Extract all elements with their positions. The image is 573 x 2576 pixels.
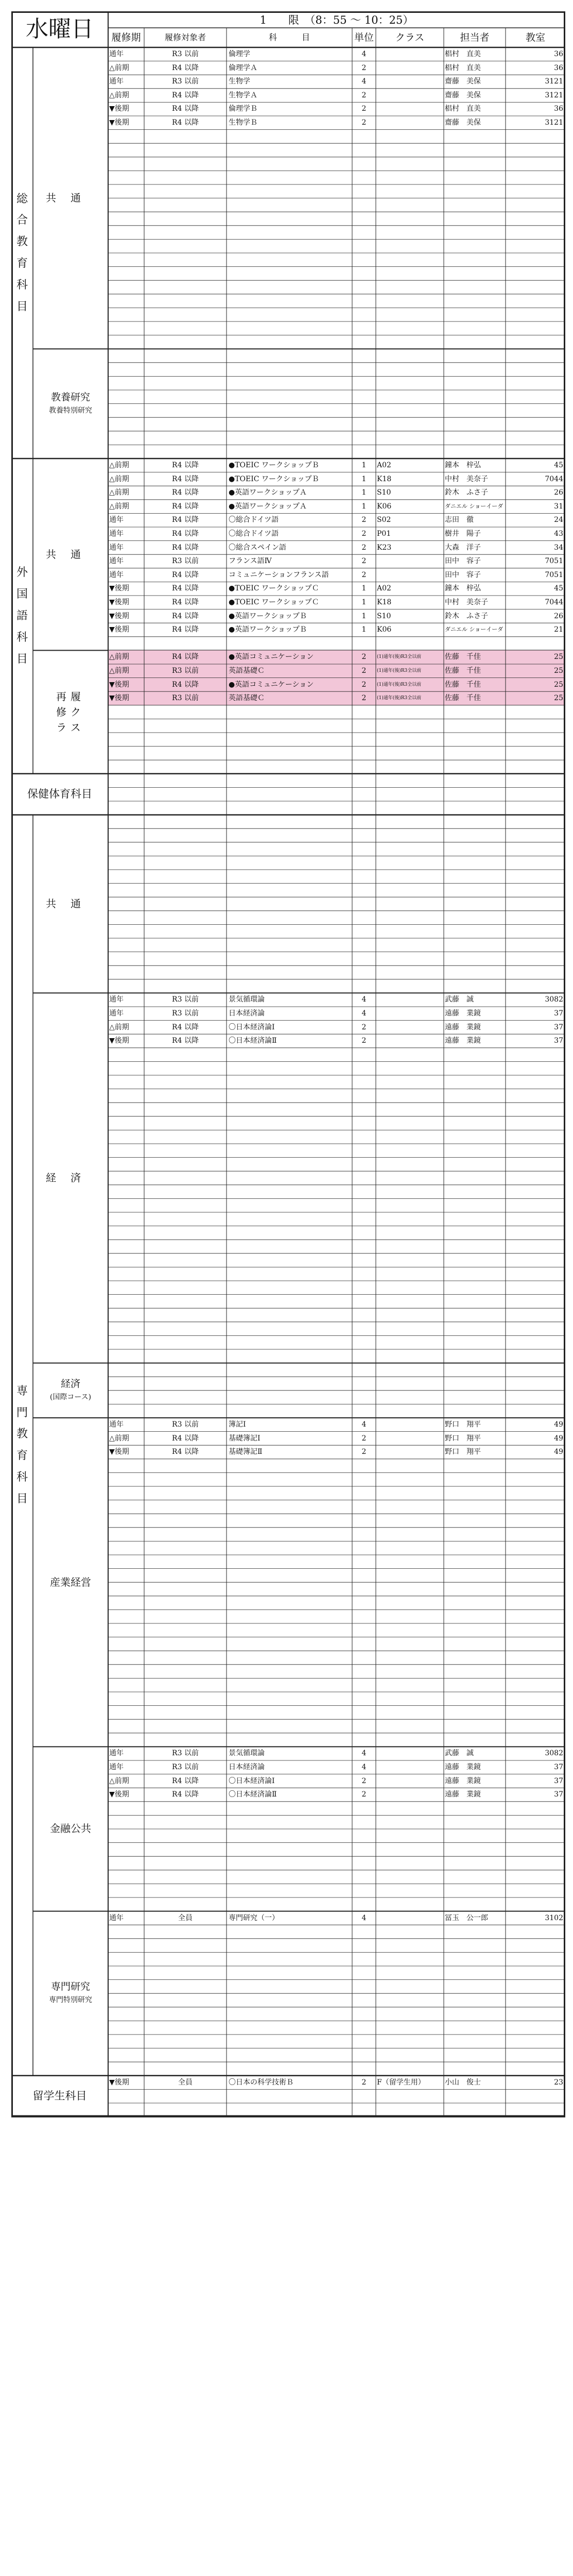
course-term: ▼後期 xyxy=(109,680,129,689)
course-credits: 1 xyxy=(361,502,367,511)
period-title: 1 限 （8：55 ～ 10：25） xyxy=(259,14,414,26)
course-room: 25 xyxy=(554,653,563,662)
course-class: (1)通年(後)R3全以前 xyxy=(377,654,422,660)
course-target: R3 以前 xyxy=(172,557,199,566)
course-teacher: 遠藤 業鏡 xyxy=(445,1037,481,1045)
course-credits: 2 xyxy=(361,91,367,99)
course-room: 23 xyxy=(554,2078,563,2087)
course-teacher: 鐘本 梓弘 xyxy=(445,461,481,469)
course-class: (1)通年(後)R3全以前 xyxy=(377,696,422,701)
course-teacher: ダニエル ショーイーダ xyxy=(445,626,503,633)
course-teacher: 野口 翔平 xyxy=(445,1420,481,1429)
course-class: A02 xyxy=(377,584,391,593)
course-subject: ●TOEIC ワークショップＢ xyxy=(229,461,319,469)
course-subject: ●英語ワークショップＢ xyxy=(229,625,307,634)
course-subject: ●英語ワークショップＢ xyxy=(229,612,307,620)
course-term: ▼後期 xyxy=(109,598,129,606)
column-header-5: 担当者 xyxy=(460,32,490,43)
course-term: △前期 xyxy=(109,667,129,675)
course-credits: 4 xyxy=(361,77,367,86)
course-target: R3 以前 xyxy=(172,77,199,86)
subcategory-label: 専門研究 xyxy=(50,1981,90,1993)
course-term: ▼後期 xyxy=(109,2078,129,2087)
course-class xyxy=(377,1034,443,1048)
course-class xyxy=(377,116,443,130)
course-term: △前期 xyxy=(109,1023,129,1031)
course-teacher: 武藤 誠 xyxy=(445,1749,474,1758)
course-room: 37 xyxy=(554,1776,563,1785)
day-title: 水曜日 xyxy=(26,16,94,42)
course-target: R4 以降 xyxy=(172,530,199,538)
course-subject: 倫理学Ａ xyxy=(229,63,257,72)
course-teacher: 椙村 直美 xyxy=(445,105,481,113)
course-subject: ●TOEIC ワークショップＢ xyxy=(229,474,319,483)
course-term: 通年 xyxy=(109,1913,124,1922)
course-credits: 2 xyxy=(361,2078,367,2087)
course-teacher: 田中 容子 xyxy=(445,557,481,566)
course-room: 49 xyxy=(554,1434,563,1443)
course-term: 通年 xyxy=(109,530,124,538)
course-credits: 4 xyxy=(361,995,367,1004)
course-class: S10 xyxy=(377,612,391,620)
course-class xyxy=(377,1760,443,1774)
course-subject: 景気循環論 xyxy=(229,1749,265,1758)
subcategory-label: 再履修クラス xyxy=(56,690,85,734)
course-room: 7044 xyxy=(545,598,563,606)
course-subject: ●英語コミュニケーション xyxy=(229,653,314,662)
course-subject: 〇日本経済論Ⅱ xyxy=(229,1790,277,1799)
course-subject: ●英語コミュニケーション xyxy=(229,680,314,689)
course-subject: 〇総合ドイツ語 xyxy=(229,516,279,524)
course-room: 36 xyxy=(554,105,563,113)
course-term: ▼後期 xyxy=(109,612,129,620)
course-room: 49 xyxy=(554,1420,563,1429)
course-class xyxy=(377,1445,443,1459)
course-room: 36 xyxy=(554,63,563,72)
course-credits: 1 xyxy=(361,584,367,593)
course-credits: 2 xyxy=(361,1023,367,1031)
course-teacher: 椙村 直美 xyxy=(445,63,481,72)
course-room: 7051 xyxy=(545,570,563,579)
course-credits: 2 xyxy=(361,570,367,579)
course-subject: 基礎簿記Ⅰ xyxy=(229,1434,261,1443)
course-credits: 2 xyxy=(361,1790,367,1799)
course-term: △前期 xyxy=(109,653,129,662)
course-target: R4 以降 xyxy=(172,570,199,579)
course-class xyxy=(377,1007,443,1021)
course-target: R3 以前 xyxy=(172,1420,199,1429)
course-subject: 日本経済論 xyxy=(229,1763,265,1771)
course-credits: 2 xyxy=(361,1037,367,1045)
course-term: ▼後期 xyxy=(109,1037,129,1045)
course-room: 49 xyxy=(554,1448,563,1456)
course-target: R4 以降 xyxy=(172,598,199,606)
course-term: 通年 xyxy=(109,557,124,566)
course-room: 25 xyxy=(554,680,563,689)
course-target: R4 以降 xyxy=(172,1023,199,1031)
course-term: 通年 xyxy=(109,570,124,579)
course-room: 37 xyxy=(554,1037,563,1045)
course-teacher: 佐藤 千佳 xyxy=(445,667,481,675)
course-target: R4 以降 xyxy=(172,105,199,113)
course-subject: 簿記Ⅰ xyxy=(229,1420,246,1429)
course-credits: 2 xyxy=(361,653,367,662)
course-room: 7044 xyxy=(545,474,563,483)
course-term: △前期 xyxy=(109,488,129,497)
course-teacher: 小山 俊士 xyxy=(445,2078,481,2087)
course-teacher: 中村 美奈子 xyxy=(445,598,488,606)
course-target: R4 以降 xyxy=(172,1037,199,1045)
course-term: 通年 xyxy=(109,1009,124,1018)
course-term: 通年 xyxy=(109,1749,124,1758)
course-room: 37 xyxy=(554,1023,563,1031)
category-label: 総合教育科目 xyxy=(16,192,28,313)
course-subject: 英語基礎Ｃ xyxy=(229,667,265,675)
course-credits: 4 xyxy=(361,1420,367,1429)
course-subject: フランス語Ⅳ xyxy=(229,557,272,566)
category-label: 専門教育科目 xyxy=(16,1384,28,1505)
course-credits: 2 xyxy=(361,1776,367,1785)
course-class: K18 xyxy=(377,598,392,606)
course-room: 24 xyxy=(554,516,563,524)
course-term: ▼後期 xyxy=(109,584,129,593)
course-teacher: 武藤 誠 xyxy=(445,995,474,1004)
course-room: 37 xyxy=(554,1009,563,1018)
course-target: R4 以降 xyxy=(172,91,199,99)
course-credits: 2 xyxy=(361,543,367,552)
course-class: P01 xyxy=(377,530,391,538)
course-term: ▼後期 xyxy=(109,118,129,127)
course-class: F（留学生用） xyxy=(377,2078,425,2087)
course-subject: 生物学Ｂ xyxy=(229,118,257,127)
course-target: R4 以降 xyxy=(172,516,199,524)
course-room: 7051 xyxy=(545,557,563,566)
course-room: 21 xyxy=(554,625,563,634)
course-subject: ●TOEIC ワークショップＣ xyxy=(229,584,319,593)
subcategory-label: 産業経営 xyxy=(50,1576,91,1588)
course-term: ▼後期 xyxy=(109,625,129,634)
course-target: R4 以降 xyxy=(172,1776,199,1785)
course-class: K06 xyxy=(377,625,392,634)
course-class xyxy=(377,1432,443,1446)
course-term: △前期 xyxy=(109,474,129,483)
course-teacher: 佐藤 千佳 xyxy=(445,694,481,703)
course-target: R4 以降 xyxy=(172,488,199,497)
course-target: 全員 xyxy=(178,2078,193,2087)
course-term: △前期 xyxy=(109,1776,129,1785)
course-subject: 〇日本経済論Ⅱ xyxy=(229,1037,277,1045)
course-room: 3102 xyxy=(545,1913,563,1922)
course-credits: 4 xyxy=(361,1749,367,1758)
course-room: 3121 xyxy=(545,91,563,99)
course-term: 通年 xyxy=(109,50,124,58)
subcategory-label: 経済 xyxy=(60,1378,80,1389)
course-room: 45 xyxy=(554,461,563,469)
course-target: R4 以降 xyxy=(172,461,199,469)
course-term: 通年 xyxy=(109,1420,124,1429)
course-class xyxy=(377,993,443,1007)
course-room: 45 xyxy=(554,584,563,593)
course-credits: 2 xyxy=(361,530,367,538)
course-target: R3 以前 xyxy=(172,667,199,675)
course-class xyxy=(377,1418,443,1432)
course-teacher: 遠藤 業鏡 xyxy=(445,1763,481,1771)
course-class xyxy=(377,61,443,75)
course-target: R3 以前 xyxy=(172,995,199,1004)
course-teacher: 大森 洋子 xyxy=(445,543,481,552)
course-class xyxy=(377,75,443,89)
column-header-1: 履修対象者 xyxy=(164,32,206,42)
course-target: R4 以降 xyxy=(172,680,199,689)
course-class xyxy=(377,568,443,582)
course-target: R4 以降 xyxy=(172,63,199,72)
course-subject: 倫理学 xyxy=(229,50,250,58)
course-credits: 2 xyxy=(361,63,367,72)
course-teacher: 遠藤 業鏡 xyxy=(445,1009,481,1018)
subcategory-label: 教養研究 xyxy=(50,391,90,403)
course-credits: 4 xyxy=(361,1913,367,1922)
course-term: 通年 xyxy=(109,1763,124,1771)
course-target: R4 以降 xyxy=(172,653,199,662)
column-header-2: 科 目 xyxy=(268,32,310,42)
column-header-3: 単位 xyxy=(354,32,374,43)
course-target: R4 以降 xyxy=(172,118,199,127)
course-room: 3121 xyxy=(545,118,563,127)
course-target: R3 以前 xyxy=(172,1009,199,1018)
course-credits: 2 xyxy=(361,680,367,689)
course-subject: 〇日本経済論Ⅰ xyxy=(229,1023,275,1031)
course-credits: 1 xyxy=(361,461,367,469)
course-subject: 生物学 xyxy=(229,77,250,86)
course-credits: 2 xyxy=(361,694,367,703)
subcategory-label: 経済 xyxy=(46,1172,95,1184)
course-teacher: 野口 翔平 xyxy=(445,1448,481,1456)
course-credits: 1 xyxy=(361,598,367,606)
course-target: R4 以降 xyxy=(172,612,199,620)
course-room: 31 xyxy=(554,502,563,511)
course-target: R4 以降 xyxy=(172,502,199,511)
course-room: 26 xyxy=(554,612,563,620)
course-credits: 2 xyxy=(361,516,367,524)
course-term: 通年 xyxy=(109,543,124,552)
course-teacher: 野口 翔平 xyxy=(445,1434,481,1443)
course-term: 通年 xyxy=(109,995,124,1004)
course-class: A02 xyxy=(377,461,391,469)
course-class: S02 xyxy=(377,516,391,524)
course-target: R4 以降 xyxy=(172,625,199,634)
course-class xyxy=(377,1747,443,1760)
course-room: 25 xyxy=(554,667,563,675)
course-term: ▼後期 xyxy=(109,1448,129,1456)
course-subject: ●英語ワークショップＡ xyxy=(229,488,307,497)
column-header-6: 教室 xyxy=(525,32,545,43)
course-room: 36 xyxy=(554,50,563,58)
course-credits: 2 xyxy=(361,1448,367,1456)
course-teacher: 遠藤 業鏡 xyxy=(445,1023,481,1031)
course-subject: 〇日本の科学技術Ｂ xyxy=(229,2078,293,2087)
course-teacher: 中村 美奈子 xyxy=(445,474,488,483)
course-teacher: 齋藤 美保 xyxy=(445,77,481,86)
course-term: △前期 xyxy=(109,91,129,99)
course-room: 43 xyxy=(554,530,563,538)
course-credits: 4 xyxy=(361,1763,367,1771)
course-target: R4 以降 xyxy=(172,1434,199,1443)
course-room: 3082 xyxy=(545,1749,563,1758)
course-term: △前期 xyxy=(109,461,129,469)
course-target: R4 以降 xyxy=(172,474,199,483)
course-class xyxy=(377,47,443,61)
course-teacher: 鈴木 ふさ子 xyxy=(445,488,488,497)
category-label: 留学生科目 xyxy=(32,2089,87,2102)
course-credits: 1 xyxy=(361,612,367,620)
course-class xyxy=(377,102,443,116)
course-target: R4 以降 xyxy=(172,543,199,552)
category-label: 外国語科目 xyxy=(16,566,28,666)
category-label: 保健体育科目 xyxy=(27,787,92,800)
course-teacher: 齋藤 美保 xyxy=(445,91,481,99)
course-teacher: 遠藤 業鏡 xyxy=(445,1776,481,1785)
course-class xyxy=(377,1774,443,1788)
course-teacher: ダニエル ショーイーダ xyxy=(445,502,503,510)
course-target: 全員 xyxy=(178,1913,193,1922)
course-subject: ●TOEIC ワークショップＣ xyxy=(229,598,319,606)
course-target: R3 以前 xyxy=(172,1749,199,1758)
course-term: △前期 xyxy=(109,63,129,72)
course-teacher: 志田 徹 xyxy=(445,516,474,524)
subcategory-label: 共通 xyxy=(46,548,95,561)
course-subject: 〇総合スペイン語 xyxy=(229,543,286,552)
course-term: 通年 xyxy=(109,516,124,524)
course-class: K18 xyxy=(377,474,392,483)
course-teacher: 佐藤 千佳 xyxy=(445,680,481,689)
course-subject: コミュニケーションフランス語 xyxy=(229,570,329,579)
subcategory-label: 共通 xyxy=(46,897,95,910)
subcategory-sublabel: (国際コース) xyxy=(49,1393,92,1401)
course-subject: 景気循環論 xyxy=(229,995,265,1004)
course-teacher: 佐藤 千佳 xyxy=(445,653,481,662)
course-class xyxy=(377,1911,443,1925)
course-term: ▼後期 xyxy=(109,105,129,113)
course-class: (1)通年(後)R3全以前 xyxy=(377,682,422,687)
course-subject: 英語基礎Ｃ xyxy=(229,694,265,703)
subcategory-label: 共通 xyxy=(46,192,95,204)
course-room: 37 xyxy=(554,1763,563,1771)
course-teacher: 鈴木 ふさ子 xyxy=(445,612,488,620)
course-credits: 2 xyxy=(361,105,367,113)
course-term: △前期 xyxy=(109,1434,129,1443)
course-class: K06 xyxy=(377,502,392,511)
course-credits: 1 xyxy=(361,474,367,483)
course-target: R3 以前 xyxy=(172,50,199,58)
course-target: R3 以前 xyxy=(172,1763,199,1771)
course-class xyxy=(377,89,443,103)
course-subject: 基礎簿記Ⅱ xyxy=(229,1448,263,1456)
timetable-sheet xyxy=(11,11,565,2576)
course-subject: 倫理学Ｂ xyxy=(229,105,257,113)
course-target: R4 以降 xyxy=(172,584,199,593)
course-teacher: 樹井 陽子 xyxy=(445,530,481,538)
course-class: (1)通年(後)R3全以前 xyxy=(377,668,422,673)
subcategory-sublabel: 教養特別研究 xyxy=(49,406,92,415)
course-class: S10 xyxy=(377,488,391,497)
course-room: 34 xyxy=(554,543,563,552)
course-term: ▼後期 xyxy=(109,694,129,703)
course-term: 通年 xyxy=(109,77,124,86)
course-target: R4 以降 xyxy=(172,1790,199,1799)
course-teacher: 冨玉 公一郎 xyxy=(445,1913,488,1922)
course-teacher: 齋藤 美保 xyxy=(445,118,481,127)
course-credits: 1 xyxy=(361,625,367,634)
course-subject: 生物学Ａ xyxy=(229,91,257,99)
course-subject: 〇総合ドイツ語 xyxy=(229,530,279,538)
course-teacher: 遠藤 業鏡 xyxy=(445,1790,481,1799)
course-credits: 2 xyxy=(361,667,367,675)
subcategory-sublabel: 専門特別研究 xyxy=(49,1996,92,2005)
course-class xyxy=(377,1788,443,1802)
course-credits: 1 xyxy=(361,488,367,497)
course-target: R4 以降 xyxy=(172,1448,199,1456)
course-class: K23 xyxy=(377,543,392,552)
course-class xyxy=(377,1021,443,1035)
course-subject: 日本経済論 xyxy=(229,1009,265,1018)
course-teacher: 椙村 直美 xyxy=(445,50,481,58)
course-room: 3082 xyxy=(545,995,563,1004)
course-room: 3121 xyxy=(545,77,563,86)
course-subject: 〇日本経済論Ⅰ xyxy=(229,1776,275,1785)
course-credits: 4 xyxy=(361,50,367,58)
subcategory-label: 金融公共 xyxy=(50,1822,91,1835)
course-subject: ●英語ワークショップＡ xyxy=(229,502,307,511)
course-credits: 2 xyxy=(361,118,367,127)
course-term: ▼後期 xyxy=(109,1790,129,1799)
course-teacher: 鐘本 梓弘 xyxy=(445,584,481,593)
course-class xyxy=(377,554,443,568)
course-credits: 2 xyxy=(361,1434,367,1443)
course-room: 25 xyxy=(554,694,563,703)
column-header-4: クラス xyxy=(395,32,425,43)
course-teacher: 田中 容子 xyxy=(445,570,481,579)
course-subject: 専門研究（一） xyxy=(229,1913,279,1922)
course-credits: 2 xyxy=(361,557,367,566)
course-target: R3 以前 xyxy=(172,694,199,703)
course-term: △前期 xyxy=(109,502,129,511)
column-header-0: 履修期 xyxy=(111,32,141,43)
course-room: 26 xyxy=(554,488,563,497)
course-credits: 4 xyxy=(361,1009,367,1018)
course-room: 37 xyxy=(554,1790,563,1799)
